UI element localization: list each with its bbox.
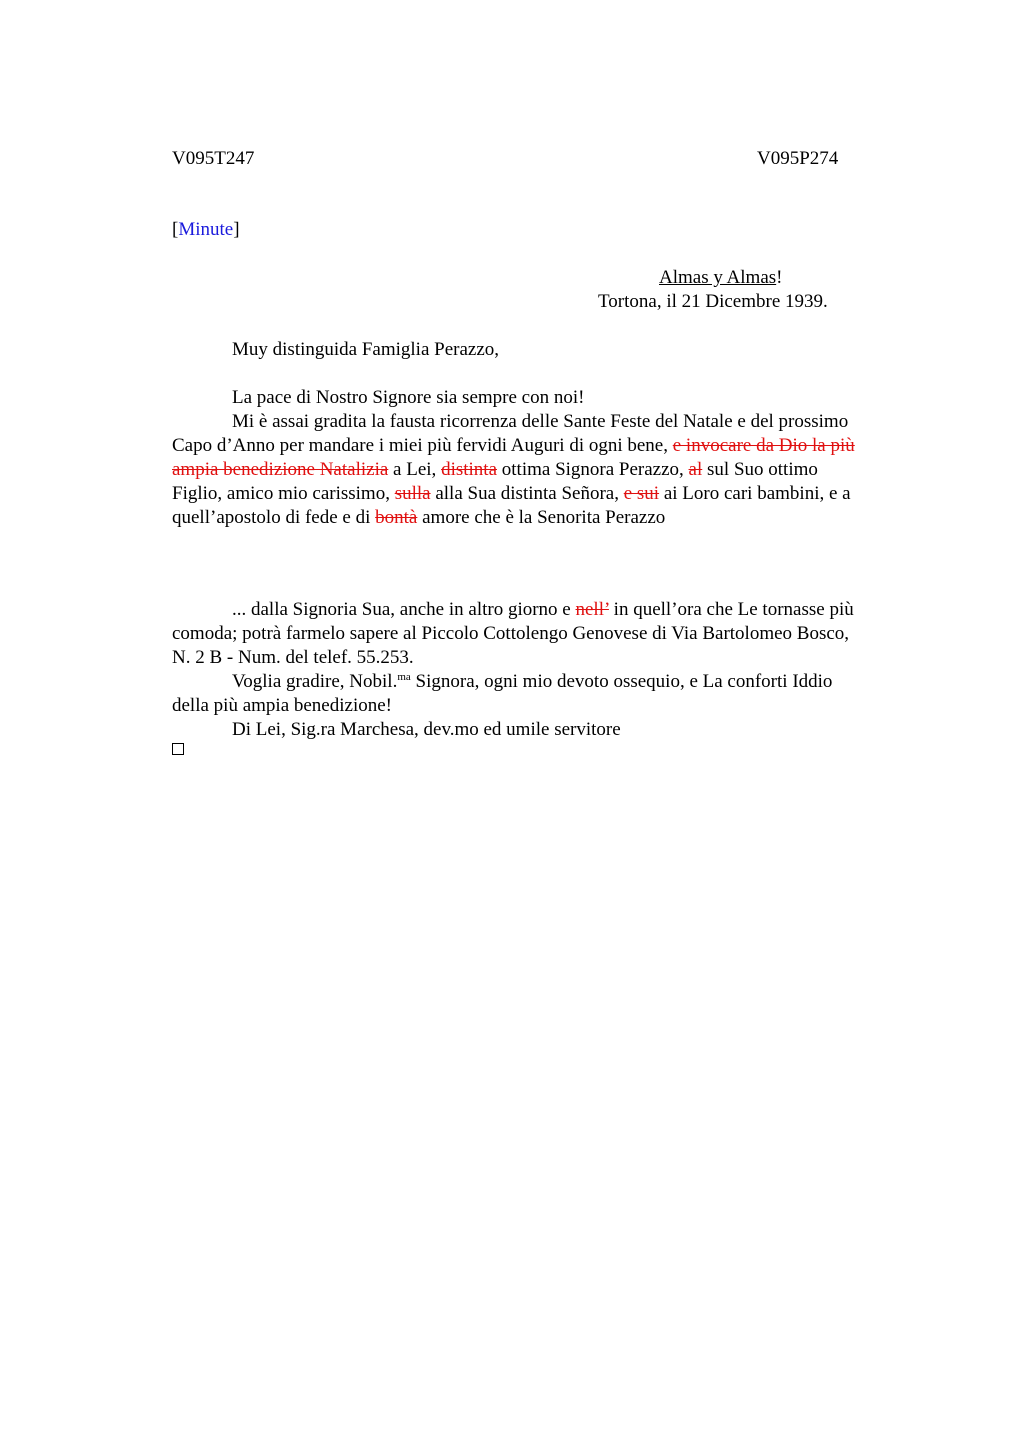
place-date: Tortona, il 21 Dicembre 1939. xyxy=(598,291,828,312)
text-span: ottima Signora Perazzo, xyxy=(497,459,689,480)
text-span: amore che è la Senorita Perazzo xyxy=(417,507,666,528)
motto-text: Almas y Almas xyxy=(659,267,777,288)
text-span: ai Loro cari bambini, e a xyxy=(659,483,851,504)
text-span: in quell’ora che Le tornasse più xyxy=(608,599,854,620)
bracket-open: [ xyxy=(172,219,179,240)
document-id-right: V095P274 xyxy=(757,148,839,169)
text-line xyxy=(172,482,924,506)
text-line xyxy=(172,670,924,694)
minute-link[interactable]: Minute xyxy=(178,219,234,240)
document-id-left: V095T247 xyxy=(172,148,255,169)
superscript: ma xyxy=(397,671,411,683)
text-line xyxy=(172,458,924,482)
greeting-line: La pace di Nostro Signore sia sempre con noi! xyxy=(232,387,585,408)
text-line: comoda; potrà farmelo sapere al Piccolo Cottolengo Genovese di Via Bartolomeo Bosco, xyxy=(172,623,850,644)
text-line: della più ampia benedizione! xyxy=(172,695,392,716)
salutation-block xyxy=(172,338,924,362)
deleted-text: bontà xyxy=(375,507,418,528)
deleted-text: distinta xyxy=(441,459,498,480)
salutation: Muy distinguida Famiglia Perazzo, xyxy=(232,339,500,360)
deleted-text: ampia benedizione Natalizia xyxy=(172,459,389,480)
text-span: quell’apostolo di fede e di xyxy=(172,507,376,528)
text-span: Figlio, amico mio carissimo, xyxy=(172,483,395,504)
text-span: alla Sua distinta Señora, xyxy=(430,483,624,504)
text-span: Voglia gradire, Nobil. xyxy=(232,671,398,692)
empty-box-symbol xyxy=(172,743,184,755)
deleted-text: e sui xyxy=(623,483,660,504)
deleted-text: nell’ xyxy=(575,599,609,620)
paragraph-2 xyxy=(172,598,924,742)
motto xyxy=(659,266,783,290)
deleted-text: e invocare da Dio la più xyxy=(672,435,855,456)
motto-exclamation: ! xyxy=(776,267,783,288)
text-span: ... dalla Signoria Sua, anche in altro giorno e xyxy=(232,599,576,620)
text-span: a Lei, xyxy=(388,459,442,480)
text-line xyxy=(172,598,924,622)
minute-marker xyxy=(172,218,240,242)
text-span: Capo d’Anno per mandare i miei più fervidi Auguri di ogni bene, xyxy=(172,435,673,456)
text-span: Signora, ogni mio devoto ossequio, e La conforti Iddio xyxy=(410,671,833,692)
text-line xyxy=(172,506,924,530)
text-line xyxy=(172,434,924,458)
text-line: Mi è assai gradita la fausta ricorrenza delle Sante Feste del Natale e del prossimo xyxy=(232,411,849,432)
paragraph-1 xyxy=(172,386,924,530)
closing-line: Di Lei, Sig.ra Marchesa, dev.mo ed umile servitore xyxy=(232,719,621,740)
text-line: N. 2 B - Num. del telef. 55.253. xyxy=(172,647,414,668)
deleted-text: sulla xyxy=(394,483,431,504)
bracket-close: ] xyxy=(233,219,240,240)
text-span: sul Suo ottimo xyxy=(702,459,818,480)
deleted-text: al xyxy=(688,459,703,480)
